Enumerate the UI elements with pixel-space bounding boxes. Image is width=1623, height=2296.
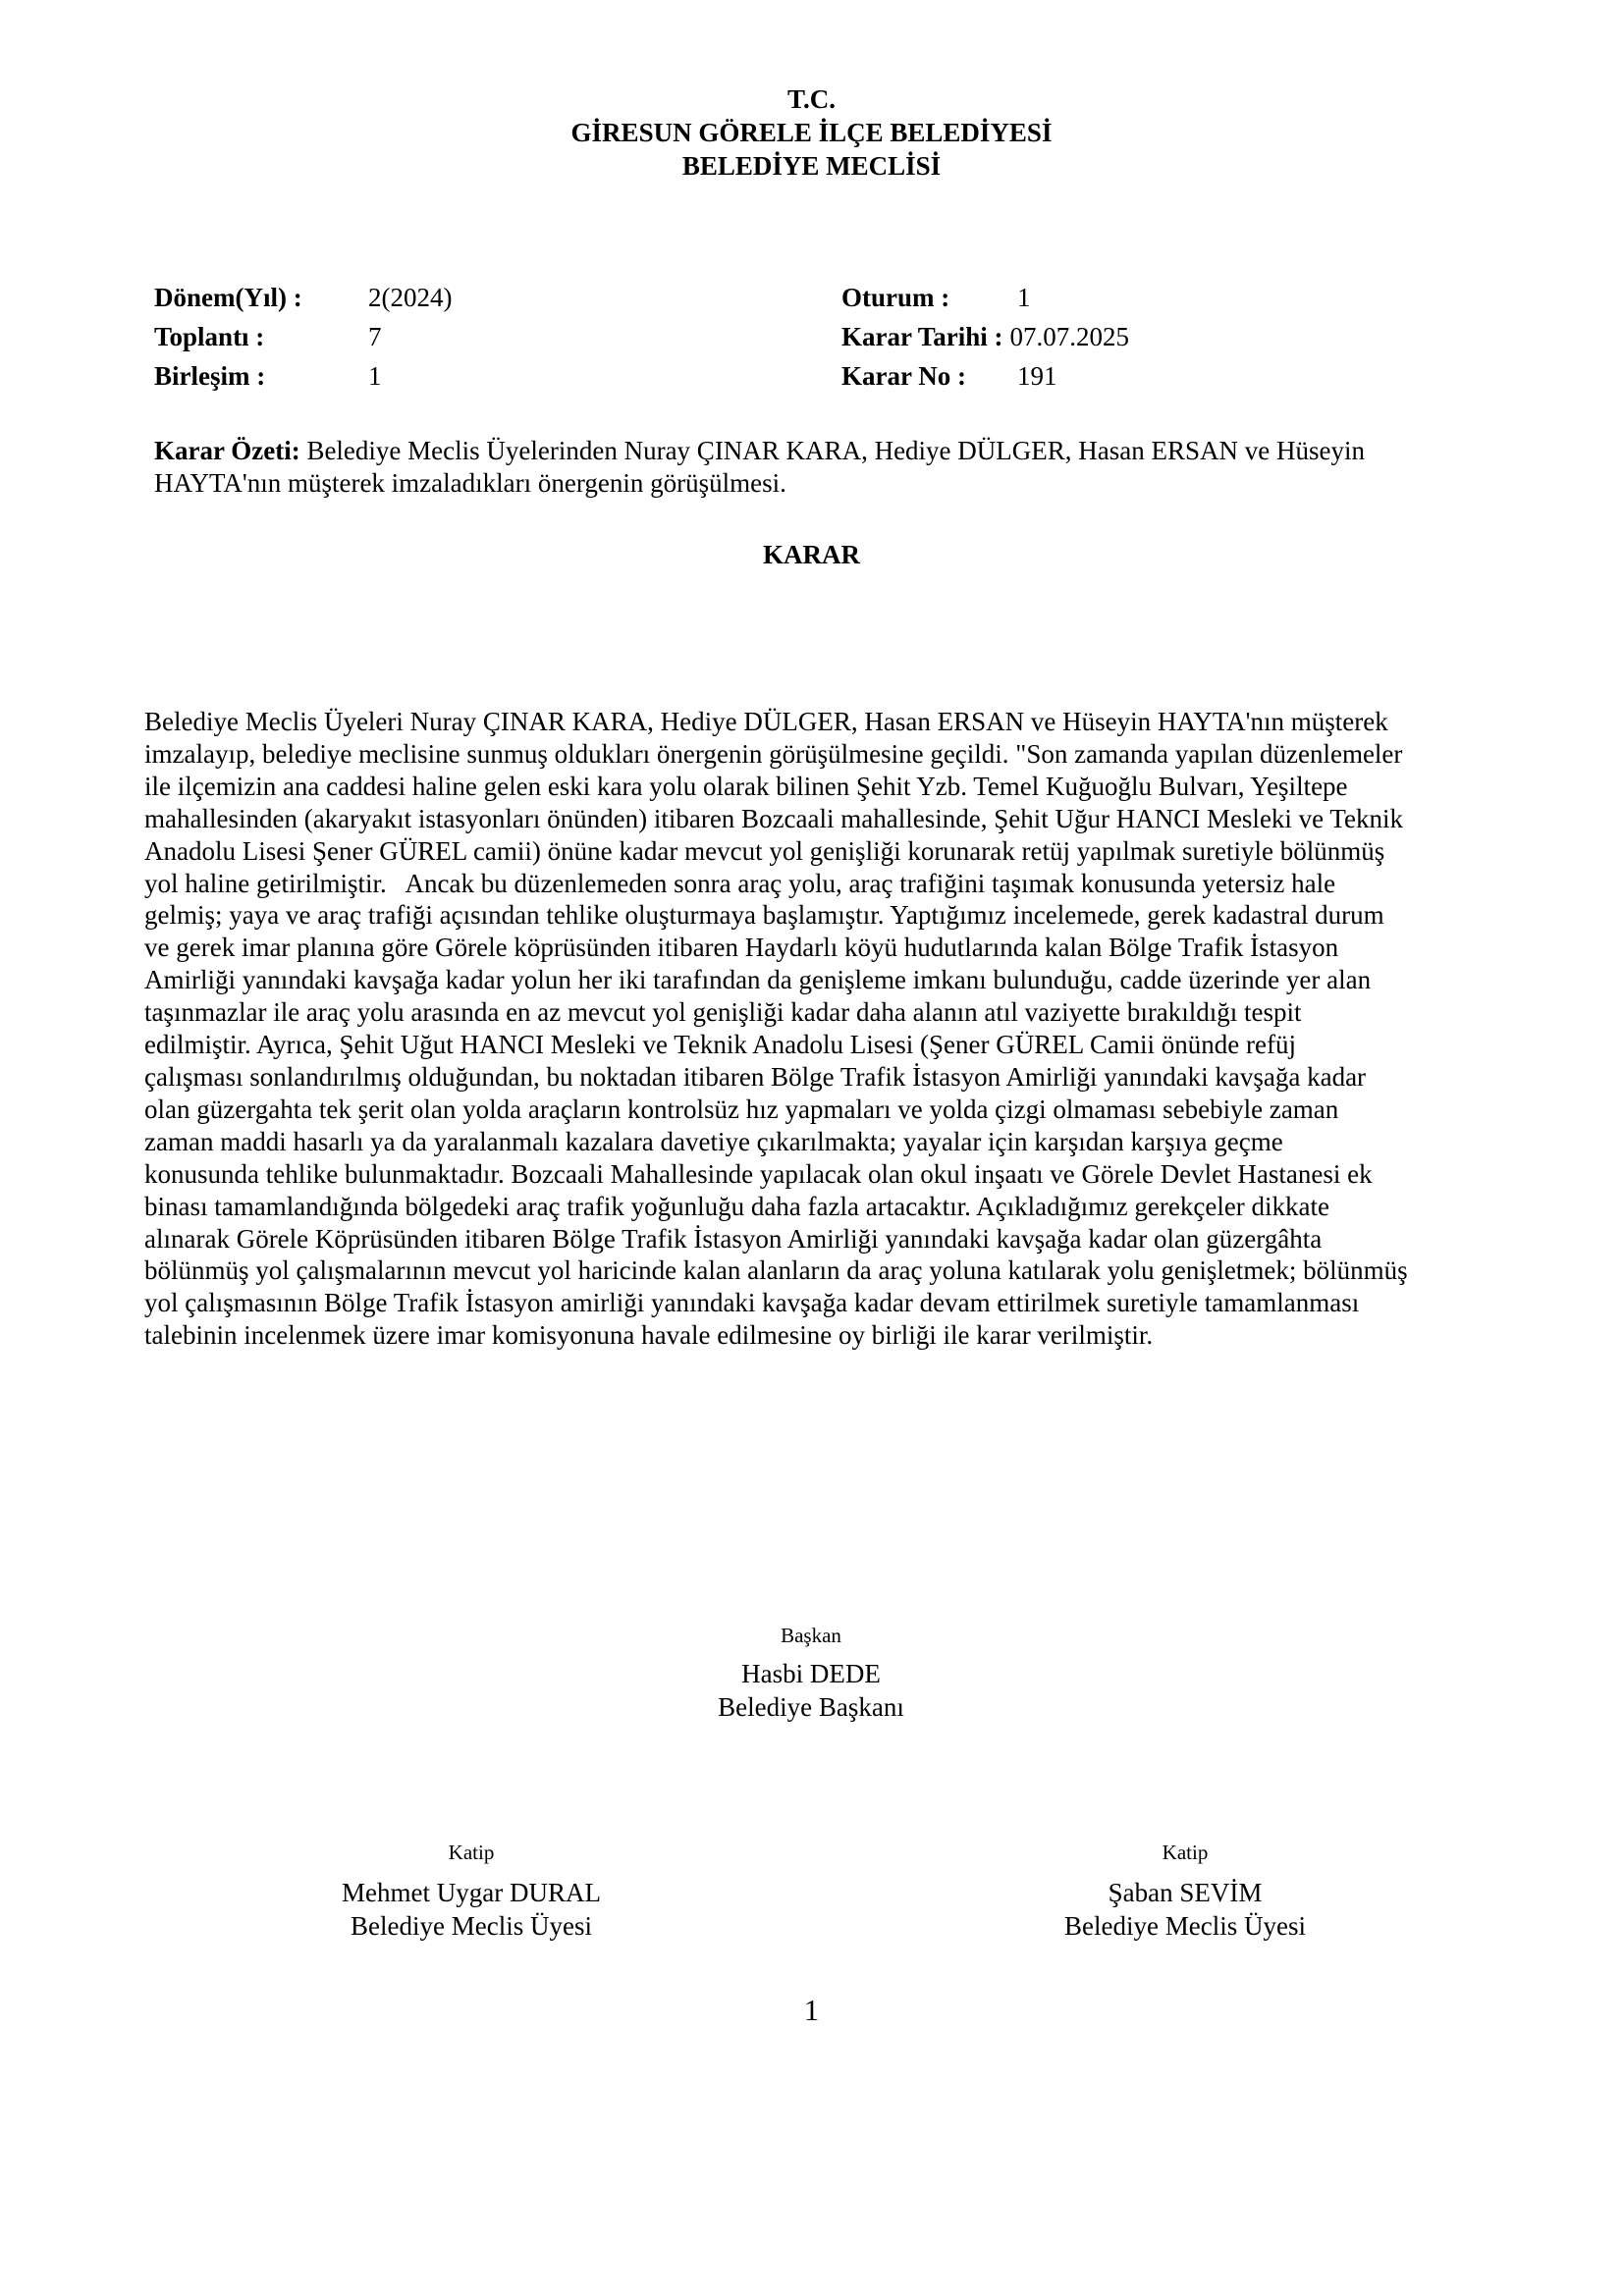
- chair-name: Hasbi DEDE: [741, 1659, 881, 1688]
- body-line: mahallesinden (akaryakıt istasyonları önünden) itibaren Bozcaali mahallesinde, Şehit Uğur HANCI Mesleki ve Teknik: [144, 803, 1404, 833]
- body-line: yol çalışmasının Bölge Trafik İstasyon amirliği yanındaki kavşağa kadar devam ettirilmek suretiyle tamamlanması: [144, 1288, 1360, 1318]
- body-line: olan güzergahta tek şerit olan yolda araçların kontrolsüz hız yapmaları ve yolda çizgi olmaması sebebiyle zaman: [144, 1094, 1339, 1124]
- body-line: ve gerek imar planına göre Görele köprüsünden itibaren Haydarlı köyü hudutlarında kalan Bölge Trafik İstasyon: [144, 933, 1339, 963]
- birlesim-value: 1: [368, 361, 382, 391]
- summary-text-line2: HAYTA'nın müşterek imzaladıkları önergenin görüşülmesi.: [154, 468, 786, 498]
- clerk-right-role: Katip: [1162, 1841, 1209, 1864]
- chair-role: Başkan: [781, 1624, 841, 1647]
- document-header: [0, 82, 1623, 183]
- body-line: edilmiştir. Ayrıca, Şehit Uğut HANCI Mesleki ve Teknik Anadolu Lisesi (Şener GÜREL Camii önünde refüj: [144, 1030, 1296, 1060]
- meta-oturum-row: [841, 278, 1129, 317]
- meta-toplanti-row: [154, 317, 452, 356]
- chair-title: Belediye Başkanı: [718, 1692, 904, 1722]
- body-line: talebinin incelenmek üzere imar komisyonuna havale edilmesine oy birliği ile karar verilmiştir.: [144, 1320, 1154, 1351]
- karar-no-label: Karar No :: [841, 361, 966, 391]
- body-line: Anadolu Lisesi Şener GÜREL camii) önüne kadar mevcut yol genişliği korunarak retüj yapılmak suretiyle bölünmüş: [144, 835, 1385, 866]
- clerk-right-title: Belediye Meclis Üyesi: [1064, 1911, 1306, 1941]
- body-line: gelmiş; yaya ve araç trafiği açısından tehlike oluşturmaya başlamıştır. Yaptığımız incelemede, gerek kadastral durum: [144, 900, 1384, 931]
- page-number: 1: [803, 1993, 820, 2027]
- meta-left-block: [154, 278, 452, 396]
- body-line: Amirliği yanındaki kavşağa kadar yolun her iki tarafından da genişleme imkanı bulunduğu, cadde üzerinde yer alan: [144, 965, 1372, 995]
- decision-summary: [154, 435, 1470, 500]
- body-line: binası tamamlandığında bölgedeki araç trafik yoğunluğu daha fazla artacaktır. Açıkladığımız gerekçeler dikkate: [144, 1191, 1330, 1221]
- toplanti-label: Toplantı :: [154, 322, 265, 351]
- clerk-left-signature: [309, 1839, 633, 1943]
- header-tc: T.C.: [786, 84, 836, 114]
- meta-birlesim-row: [154, 356, 452, 396]
- donem-label: Dönem(Yıl) :: [154, 283, 302, 312]
- toplanti-value: 7: [368, 322, 382, 351]
- body-line: bölünmüş yol çalışmalarının mevcut yol haricinde kalan alanların da araç yoluna katılarak yolu genişletmek; bölünmüş: [144, 1255, 1408, 1286]
- body-line: konusunda tehlike bulunmaktadır. Bozcaali Mahallesinde yapılacak olan okul inşaatı ve Görele Devlet Hastanesi ek: [144, 1158, 1373, 1189]
- clerk-left-role: Katip: [448, 1841, 495, 1864]
- decision-body: [144, 706, 1529, 1352]
- meta-karar-tarihi-row: [841, 317, 1129, 356]
- chair-signature: [664, 1622, 958, 1724]
- clerk-left-title: Belediye Meclis Üyesi: [351, 1911, 592, 1941]
- body-line: yol haline getirilmiştir. Ancak bu düzenlemeden sonra araç yolu, araç trafiğini taşımak konusunda yetersiz hale: [144, 868, 1336, 898]
- oturum-label: Oturum :: [841, 283, 950, 312]
- karar-heading: KARAR: [763, 540, 860, 569]
- karar-tarihi-label: Karar Tarihi :: [841, 322, 1003, 351]
- meta-right-block: [841, 278, 1129, 396]
- clerk-left-name: Mehmet Uygar DURAL: [342, 1878, 601, 1907]
- meta-donem-row: [154, 278, 452, 317]
- body-line: ile ilçemizin ana caddesi haline gelen eski kara yolu olarak bilinen Şehit Yzb. Temel Kuğuoğlu Bulvarı, Yeşiltepe: [144, 771, 1348, 801]
- karar-no-value: 191: [1017, 361, 1057, 391]
- summary-label: Karar Özeti:: [154, 436, 300, 465]
- clerk-right-name: Şaban SEVİM: [1108, 1878, 1263, 1907]
- birlesim-label: Birleşim :: [154, 361, 266, 391]
- donem-value: 2(2024): [368, 283, 453, 312]
- body-line: alınarak Görele Köprüsünden itibaren Bölge Trafik İstasyon Amirliği yanındaki kavşağa kadar olan güzergâhta: [144, 1223, 1323, 1254]
- meta-karar-no-row: [841, 356, 1129, 396]
- oturum-value: 1: [1017, 283, 1031, 312]
- body-line: çalışması sonlandırılmış olduğundan, bu noktadan itibaren Bölge Trafik İstasyon Amirliği yanındaki kavşağa kadar: [144, 1061, 1367, 1092]
- body-line: taşınmazlar ile araç yolu arasında en az mevcut yol genişliği kadar daha alanın atıl vaziyette bırakıldığı tespit: [144, 997, 1302, 1028]
- body-line: imzalayıp, belediye meclisine sunmuş oldukları önergenin görüşülmesine geçildi. "Son zamanda yapılan düzenlemeler: [144, 738, 1403, 769]
- header-council: BELEDİYE MECLİSİ: [681, 151, 942, 181]
- body-line: Belediye Meclis Üyeleri Nuray ÇINAR KARA, Hediye DÜLGER, Hasan ERSAN ve Hüseyin HAYTA'nın müşterek: [144, 707, 1388, 736]
- summary-text-line1: Belediye Meclis Üyelerinden Nuray ÇINAR KARA, Hediye DÜLGER, Hasan ERSAN ve Hüseyin: [299, 436, 1365, 465]
- clerk-right-signature: [1023, 1839, 1347, 1943]
- karar-tarihi-value: 07.07.2025: [1009, 322, 1130, 351]
- body-line: zaman maddi hasarlı ya da yaralanmalı kazalara davetiye çıkarılmakta; yayalar için karşıdan karşıya geçme: [144, 1126, 1283, 1156]
- header-municipality: GİRESUN GÖRELE İLÇE BELEDİYESİ: [570, 118, 1053, 147]
